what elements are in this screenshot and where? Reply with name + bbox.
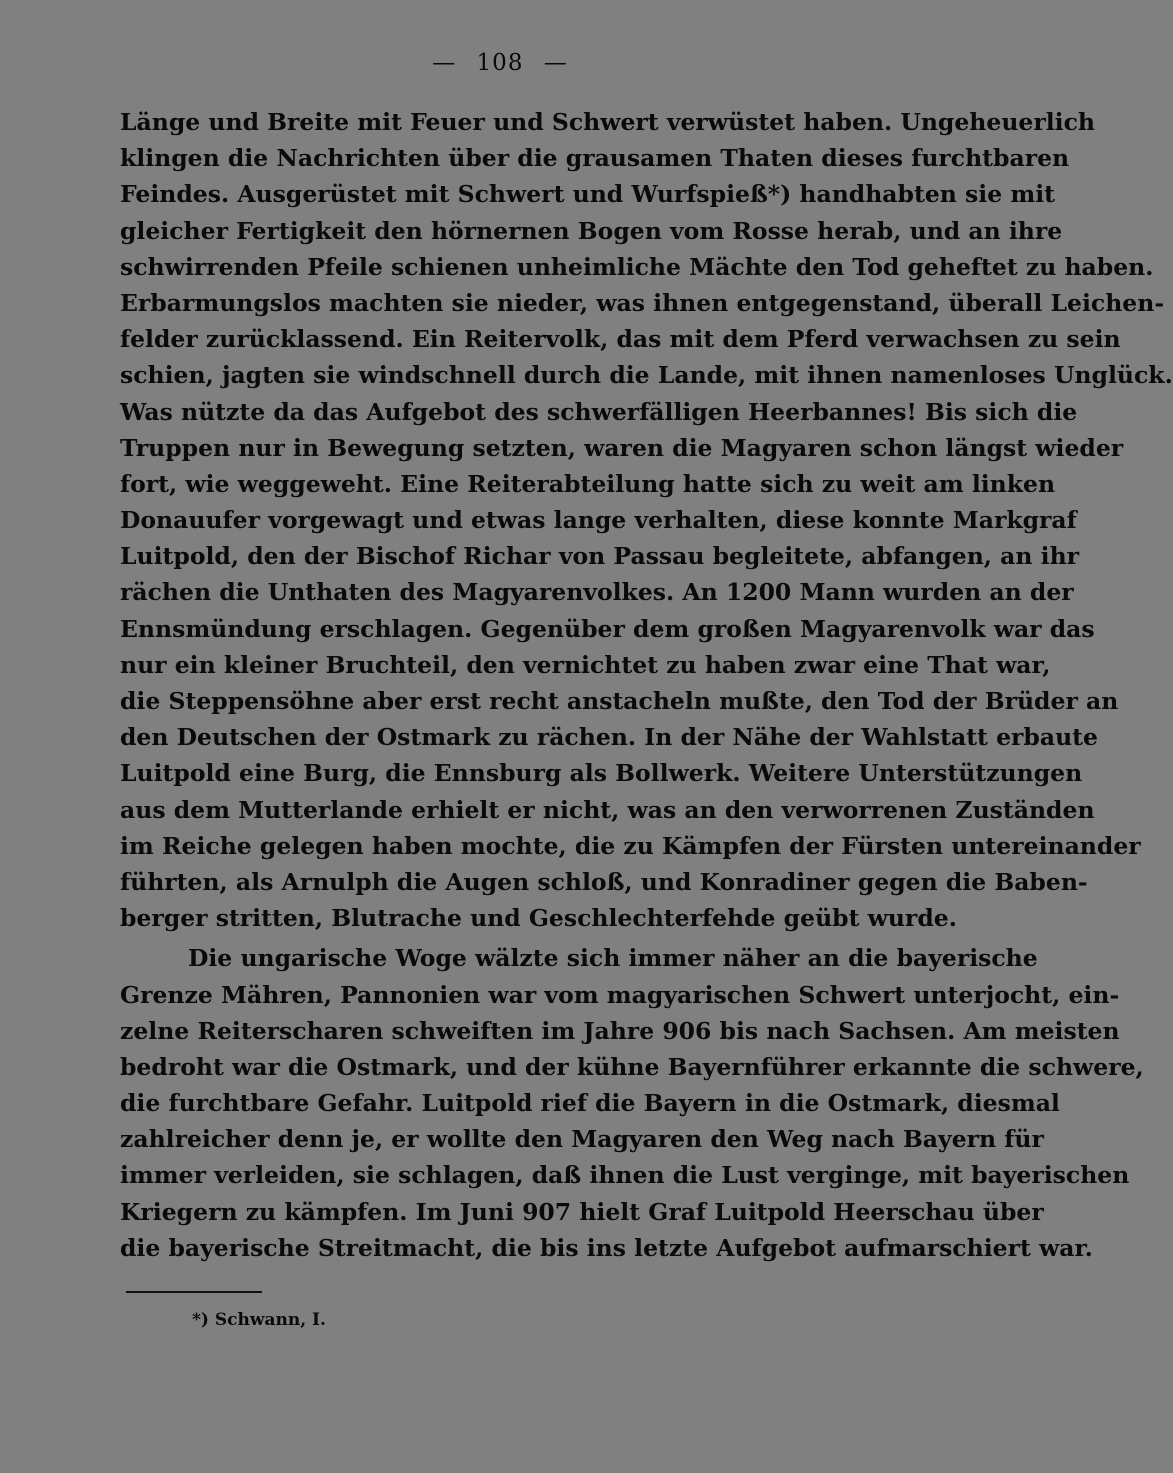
page-number-dash-right: —	[543, 50, 568, 76]
page-number-header	[0, 50, 1000, 76]
footnote: *) Schwann, I.	[192, 1310, 326, 1330]
text-line: Feindes. Ausgerüstet mit Schwert und Wurfspieß*) handhabten sie mit	[120, 180, 1055, 209]
text-line: schien, jagten sie windschnell durch die Lande, mit ihnen namenloses Unglück.	[120, 361, 1173, 390]
text-line: Kriegern zu kämpfen. Im Juni 907 hielt Graf Luitpold Heerschau über	[120, 1197, 1044, 1226]
text-line: Grenze Mähren, Pannonien war vom magyarischen Schwert unterjocht, ein-	[120, 980, 1120, 1009]
text-line: zelne Reiterscharen schweiften im Jahre 906 bis nach Sachsen. Am meisten	[120, 1016, 1120, 1045]
text-line: berger stritten, Blutrache und Geschlechterfehde geübt wurde.	[120, 904, 957, 933]
text-line: bedroht war die Ostmark, und der kühne Bayernführer erkannte die schwere,	[120, 1052, 1144, 1081]
text-line: die bayerische Streitmacht, die bis ins letzte Aufgebot aufmarschiert war.	[120, 1233, 1093, 1262]
text-line: Ennsmündung erschlagen. Gegenüber dem großen Magyarenvolk war das	[120, 614, 1095, 643]
text-line: Länge und Breite mit Feuer und Schwert verwüstet haben. Ungeheuerlich	[120, 108, 1096, 136]
text-line: fort, wie weggeweht. Eine Reiterabteilung hatte sich zu weit am linken	[120, 469, 1056, 498]
text-line: Luitpold eine Burg, die Ennsburg als Bollwerk. Weitere Unterstützungen	[120, 759, 1083, 788]
text-line: Luitpold, den der Bischof Richar von Passau begleitete, abfangen, an ihr	[120, 542, 1080, 571]
text-line: Truppen nur in Bewegung setzten, waren die Magyaren schon längst wieder	[120, 433, 1124, 462]
text-line: die furchtbare Gefahr. Luitpold rief die Bayern in die Ostmark, diesmal	[120, 1089, 1060, 1118]
text-line: führten, als Arnulph die Augen schloß, und Konradiner gegen die Baben-	[120, 867, 1088, 896]
text-line: den Deutschen der Ostmark zu rächen. In der Nähe der Wahlstatt erbaute	[120, 723, 1098, 752]
text-line: Donauufer vorgewagt und etwas lange verhalten, diese konnte Markgraf	[120, 506, 1077, 535]
text-line: gleicher Fertigkeit den hörnernen Bogen vom Rosse herab, und an ihre	[120, 216, 1063, 245]
page-number: 108	[476, 50, 524, 76]
text-line: zahlreicher denn je, er wollte den Magyaren den Weg nach Bayern für	[120, 1125, 1044, 1154]
text-line: rächen die Unthaten des Magyarenvolkes. An 1200 Mann wurden an der	[120, 578, 1074, 607]
page-number-dash-left: —	[432, 50, 457, 76]
text-line: Was nützte da das Aufgebot des schwerfälligen Heerbannes! Bis sich die	[120, 397, 1078, 426]
text-line: die Steppensöhne aber erst recht anstacheln mußte, den Tod der Brüder an	[120, 687, 1119, 715]
body-text	[120, 104, 1173, 1266]
text-line: nur ein kleiner Bruchteil, den vernichtet zu haben zwar eine That war,	[120, 650, 1051, 679]
text-line: im Reiche gelegen haben mochte, die zu Kämpfen der Fürsten untereinander	[120, 831, 1141, 860]
footnote-divider	[126, 1291, 262, 1293]
text-line: immer verleiden, sie schlagen, daß ihnen die Lust verginge, mit bayerischen	[120, 1161, 1130, 1190]
text-line: aus dem Mutterlande erhielt er nicht, was an den verworrenen Zuständen	[120, 795, 1095, 824]
text-line: Erbarmungslos machten sie nieder, was ihnen entgegenstand, überall Leichen-	[120, 288, 1165, 317]
text-line: Die ungarische Woge wälzte sich immer näher an die bayerische	[188, 944, 1038, 973]
text-line: klingen die Nachrichten über die grausamen Thaten dieses furchtbaren	[120, 144, 1070, 173]
text-line: schwirrenden Pfeile schienen unheimliche Mächte den Tod geheftet zu haben.	[120, 252, 1154, 281]
text-line: felder zurücklassend. Ein Reitervolk, das mit dem Pferd verwachsen zu sein	[120, 325, 1121, 354]
